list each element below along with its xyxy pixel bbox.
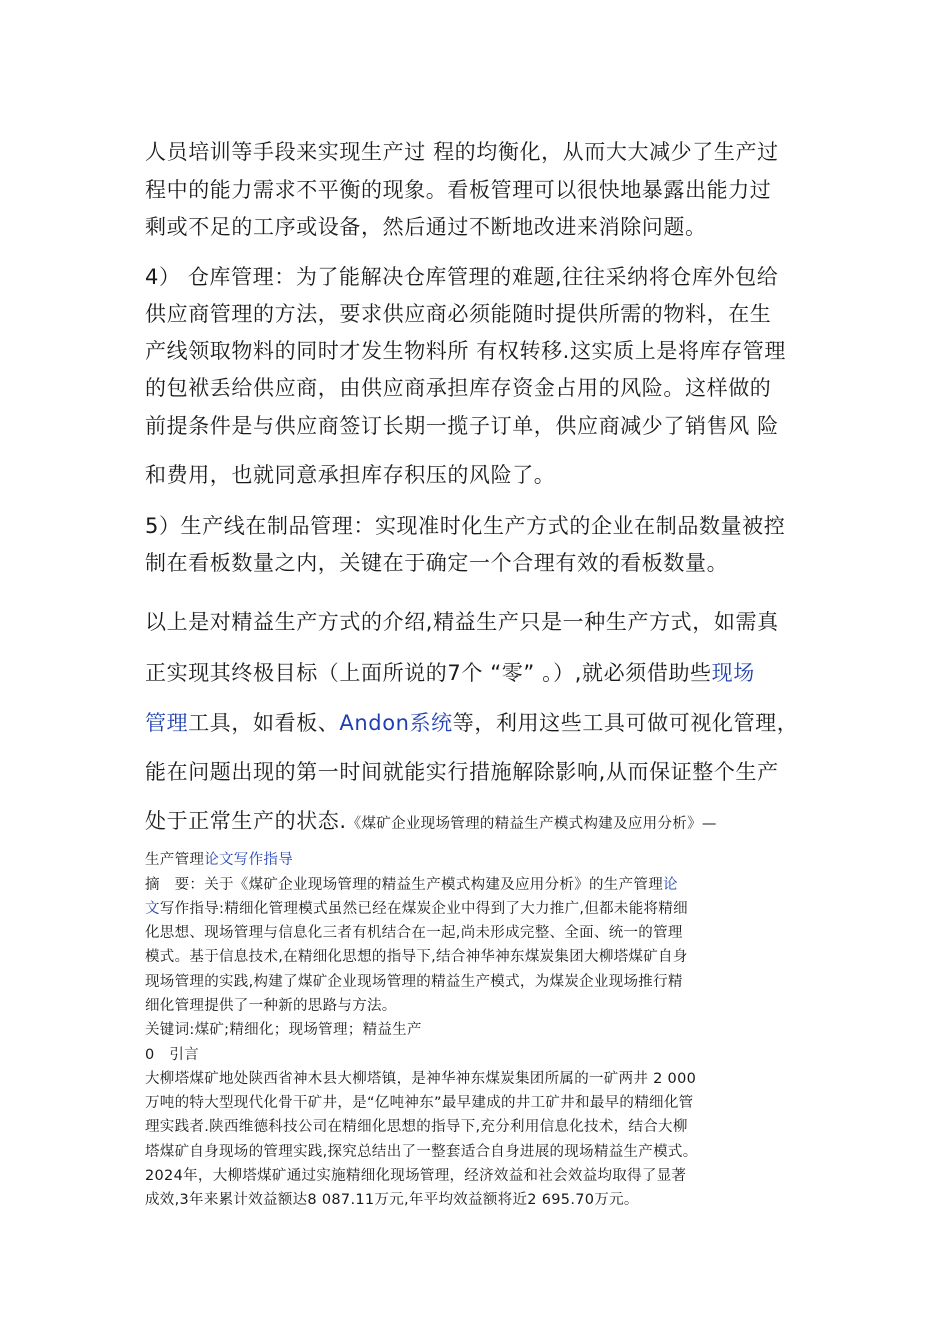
lun-link[interactable]: 论 [663,877,678,893]
abstract-line-1-text: 摘 要：关于《煤矿企业现场管理的精益生产模式构建及应用分析》的生产管理 [145,877,663,893]
intro-body-line-1: 大柳塔煤矿地处陕西省神木县大柳塔镇，是神华神东煤炭集团所属的一矿两井 2 000 [145,1071,697,1087]
wen-link[interactable]: 文 [145,901,160,917]
summary-line-3-text-b: 等，利用这些工具可做可视化管理， [452,711,799,735]
item5-line-1: 5）生产线在制品管理：实现准时化生产方式的企业在制品数量被控 [145,514,786,538]
abstract-line-3: 化思想、现场管理与信息化三者有机结合在一起,尚未形成完整、全面、统一的管理 [145,925,683,941]
item4-line-6: 和费用，也就同意承担库存积压的风险了。 [145,463,556,487]
item4-line-2: 供应商管理的方法，要求供应商必须能随时提供所需的物料，在生 [145,302,772,326]
item4-line-1: 4） 仓库管理：为了能解决仓库管理的难题,往往采纳将仓库外包给 [145,265,779,289]
item4-line-4: 的包袱丢给供应商，由供应商承担库存资金占用的风险。这样做的 [145,376,772,400]
intro-body-line-2: 万吨的特大型现代化骨干矿井，是“亿吨神东”最早建成的井工矿井和最早的精细化管 [145,1095,694,1111]
item4-line-3: 产线领取物料的同时才发生物料所 有权转移.这实质上是将库存管理 [145,339,786,363]
summary-line-1: 以上是对精益生产方式的介绍,精益生产只是一种生产方式，如需真 [145,610,779,634]
xianchang-link[interactable]: 现场 [711,661,755,685]
summary-line-2 [145,657,815,687]
summary-line-2-text: 正实现其终极目标（上面所说的7个 “零” 。）,就必须借助些 [145,661,712,685]
intro-body-line-3: 理实践者.陕西维德科技公司在精细化思想的指导下,充分利用信息化技术，结合大柳 [145,1119,688,1135]
abstract-line-5: 现场管理的实践,构建了煤矿企业现场管理的精益生产模式，为煤炭企业现场推行精 [145,974,683,990]
summary-line-5-text: 处于正常生产的状态. [145,809,347,833]
item4-line-5: 前提条件是与供应商签订长期一揽子订单，供应商减少了销售风 险 [145,414,779,438]
intro-body-line-4: 塔煤矿自身现场的管理实践,探究总结出了一整套适合自身进展的现场精益生产模式。 [145,1144,698,1160]
keywords-line: 关键词:煤矿;精细化；现场管理；精益生产 [145,1022,422,1038]
intro-line-3: 剩或不足的工序或设备，然后通过不断地改进来消除问题。 [145,215,707,239]
writing-guide-link[interactable]: 论文写作指导 [204,852,294,868]
abstract-line-1 [145,873,815,894]
abstract-line-2 [145,897,815,918]
summary-line-3 [145,707,815,737]
abstract-line-4: 模式。基于信息技术,在精细化思想的指导下,结合神华神东煤炭集团大柳塔煤矿自身 [145,949,688,965]
intro-body-line-5: 2024年，大柳塔煤矿通过实施精细化现场管理，经济效益和社会效益均取得了显著 [145,1168,687,1184]
summary-line-3-text-a: 工具，如看板、 [188,711,340,735]
summary-line-4: 能在问题出现的第一时间就能实行措施解除影响,从而保证整个生产 [145,760,779,784]
article-title-ref: 《煤矿企业现场管理的精益生产模式构建及应用分析》— [346,816,717,832]
summary-line-5 [145,805,815,835]
section-heading-intro: 0 引言 [145,1047,199,1063]
abstract-line-2-text: 写作指导:精细化管理模式虽然已经在煤炭企业中得到了大力推广,但都未能将精细 [159,901,688,917]
guide-text: 生产管理 [145,852,205,868]
guide-line [145,848,815,869]
intro-body-line-6: 成效,3年来累计效益额达8 087.11万元,年平均效益额将近2 695.70万元。 [145,1192,639,1208]
intro-line-1: 人员培训等手段来实现生产过 程的均衡化，从而大大减少了生产过 [145,140,779,164]
andon-link[interactable]: Andon系统 [339,711,453,735]
abstract-line-6: 细化管理提供了一种新的思路与方法。 [145,998,397,1014]
guanli-link[interactable]: 管理 [145,711,189,735]
item5-line-2: 制在看板数量之内，关键在于确定一个合理有效的看板数量。 [145,551,729,575]
intro-line-2: 程中的能力需求不平衡的现象。看板管理可以很快地暴露出能力过 [145,178,772,202]
